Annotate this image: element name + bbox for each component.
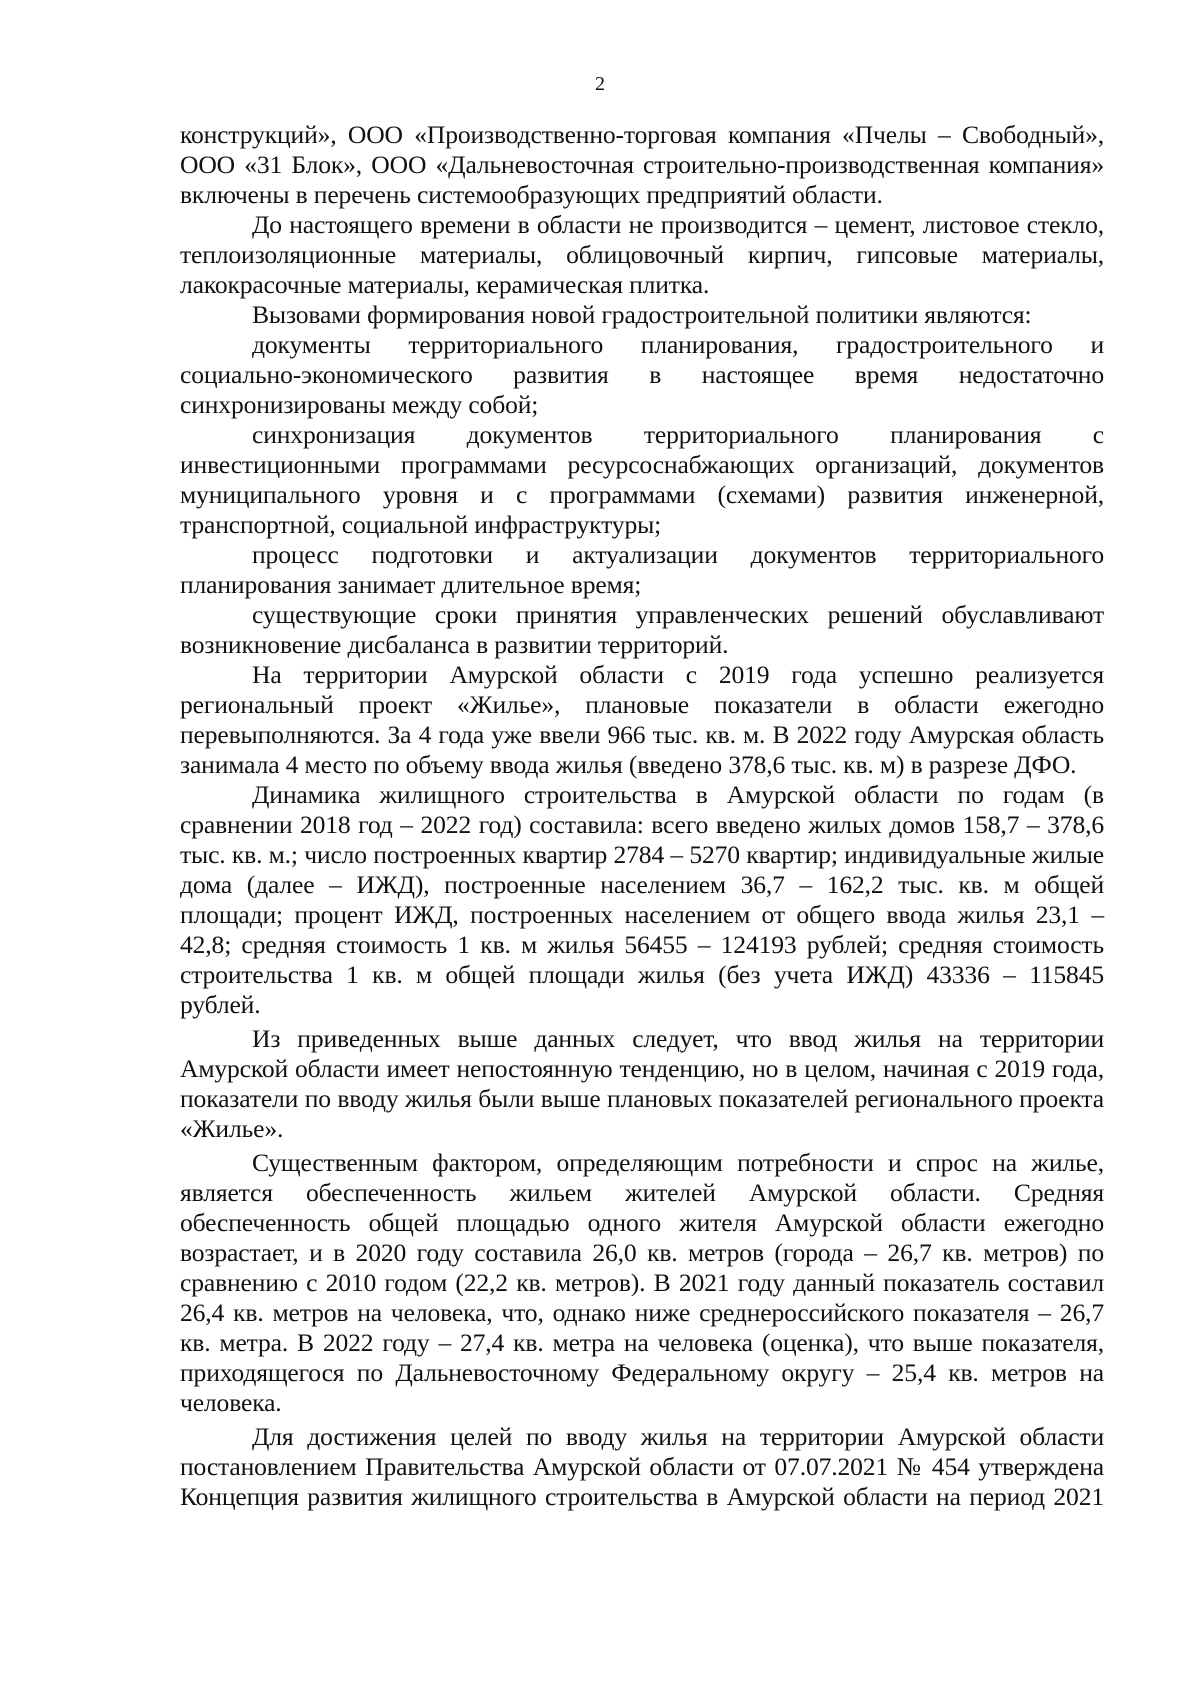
page-number: 2	[595, 73, 605, 95]
paragraph-materials: До настоящего времени в области не производится – цемент, листовое стекло, теплоизоляционные материалы, облицовочный кирпич, гипсовые материалы, лакокрасочные материалы, керамическая плитка.	[180, 210, 1104, 299]
paragraph-trend: Из приведенных выше данных следует, что ввод жилья на территории Амурской области имеет непостоянную тенденцию, но в целом, начиная с 2019 года, показатели по вводу жилья были выше плановых показателей регионального проекта «Жилье».	[180, 1024, 1104, 1143]
paragraph-challenge-4: существующие сроки принятия управленческих решений обуславливают возникновение дисбаланса в развитии территорий.	[180, 600, 1104, 659]
paragraph-challenges-intro: Вызовами формирования новой градостроительной политики являются:	[252, 300, 1032, 329]
paragraph-challenge-2: синхронизация документов территориального планирования с инвестиционными программами ресурсоснабжающих организаций, документов муниципального уровня и с программами (схемами) развития инженерной, транспортной, социальной инфраструктуры;	[180, 420, 1104, 539]
paragraph-continuation: конструкций», ООО «Производственно-торговая компания «Пчелы – Свободный», ООО «31 Блок», ООО «Дальневосточная строительно-производственная компания» включены в перечень системообразующих предприятий области.	[180, 120, 1104, 209]
paragraph-regional-project: На территории Амурской области с 2019 года успешно реализуется региональный проект «Жилье», плановые показатели в области ежегодно перевыполняются. За 4 года уже ввели 966 тыс. кв. м. В 2022 году Амурская область занимала 4 место по объему ввода жилья (введено 378,6 тыс. кв. м) в разрезе ДФО.	[180, 660, 1104, 779]
paragraph-housing-dynamics: Динамика жилищного строительства в Амурской области по годам (в сравнении 2018 год – 2022 год) составила: всего введено жилых домов 158,7 – 378,6 тыс. кв. м.; число построенных квартир 2784 – 5270 квартир; индивидуальные жилые дома (далее – ИЖД), построенные населением 36,7 – 162,2 тыс. кв. м общей площади; процент ИЖД, построенных населением от общего ввода жилья 23,1 – 42,8; средняя стоимость 1 кв. м жилья 56455 – 124193 рублей; средняя стоимость строительства 1 кв. м общей площади жилья (без учета ИЖД) 43336 – 115845 рублей.	[180, 780, 1104, 1019]
paragraph-housing-provision: Существенным фактором, определяющим потребности и спрос на жилье, является обеспеченность жильем жителей Амурской области. Средняя обеспеченность общей площадью одного жителя Амурской области ежегодно возрастает, и в 2020 году составила 26,0 кв. метров (города – 26,7 кв. метров) по сравнению с 2010 годом (22,2 кв. метров). В 2021 году данный показатель составил 26,4 кв. метров на человека, что, однако ниже среднероссийского показателя – 26,7 кв. метра. В 2022 году – 27,4 кв. метра на человека (оценка), что выше показателя, приходящегося по Дальневосточному Федеральному округу – 25,4 кв. метров на человека.	[180, 1148, 1104, 1417]
paragraph-concept: Для достижения целей по вводу жилья на территории Амурской области постановлением Правительства Амурской области от 07.07.2021 № 454 утверждена Концепция развития жилищного строительства в Амурской области на период 2021	[180, 1422, 1104, 1511]
document-body	[180, 120, 1104, 1512]
paragraph-challenge-1: документы территориального планирования, градостроительного и социально-экономического развития в настоящее время недостаточно синхронизированы между собой;	[180, 330, 1104, 419]
paragraph-challenge-3: процесс подготовки и актуализации документов территориального планирования занимает длительное время;	[180, 540, 1104, 599]
